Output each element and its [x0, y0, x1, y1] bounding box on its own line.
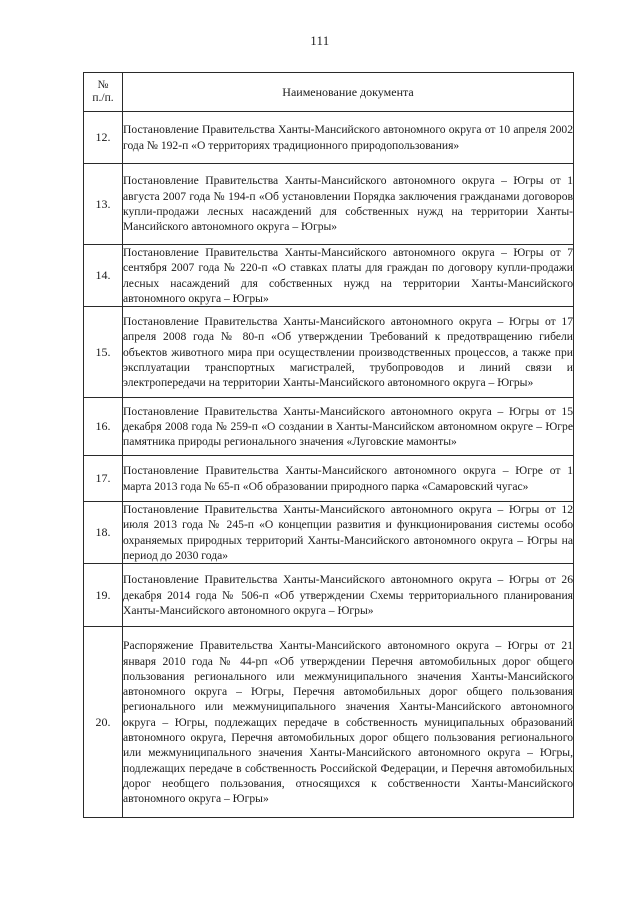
row-number: 14. [84, 245, 123, 307]
column-header-number-line2: п./п. [92, 92, 114, 104]
table-row [84, 627, 574, 818]
table-row [84, 564, 574, 627]
document-title: Постановление Правительства Ханты-Мансийского автономного округа – Югры от 12 июля 2013 года № 245-п «О концепции развития и функционирования системы особо охраняемых природных территорий Ханты-Мансийского автономного округа – Югры на период до 2030 года» [123, 503, 573, 563]
document-title: Постановление Правительства Ханты-Мансийского автономного округа – Югры от 17 апреля 2008 года № 80-п «Об утверждении Требований к предотвращению гибели объектов животного мира при осуществлении производственных процессов, а также при эксплуатации транспортных магистралей, трубопроводов и линий связи и электропередачи на территории Ханты-Мансийского автономного округа – Югры» [123, 307, 574, 398]
document-title: Постановление Правительства Ханты-Мансийского автономного округа – Югры от 7 сентября 2007 года № 220-п «О ставках платы для граждан по договору купли-продажи лесных насаждений для собственных нужд на территории Ханты-Мансийского автономного округа – Югры» [123, 246, 573, 305]
document-title: Постановление Правительства Ханты-Мансийского автономного округа – Югре от 1 марта 2013 года № 65-п «Об образовании природного парка «Самаровский чугас» [123, 456, 574, 502]
table-row [84, 398, 574, 456]
document-title: Постановление Правительства Ханты-Мансийского автономного округа – Югры от 1 августа 2007 года № 194-п «Об установлении Порядка заключения гражданами договоров купли-продажи лесных насаждений для собственных нужд на территории Ханты-Мансийского автономного округа – Югры» [123, 164, 574, 245]
documents-table [83, 72, 574, 818]
table-row [84, 164, 574, 245]
table-row [84, 112, 574, 164]
document-title: Постановление Правительства Ханты-Мансийского автономного округа – Югры от 15 декабря 2008 года № 259-п «О создании в Ханты-Мансийском автономном округе – Югре памятника природы регионального значения «Луговские мамонты» [123, 398, 574, 456]
row-number: 18. [84, 502, 123, 564]
row-number: 19. [84, 564, 123, 627]
table-row [84, 502, 574, 564]
table-row [84, 307, 574, 398]
table-row [84, 456, 574, 502]
row-number: 13. [84, 164, 123, 245]
row-number: 16. [84, 398, 123, 456]
table-row [84, 245, 574, 307]
column-header-number [84, 73, 123, 112]
row-number: 17. [84, 456, 123, 502]
document-title: Постановление Правительства Ханты-Мансийского автономного округа – Югры от 26 декабря 2014 года № 506-п «Об утверждении Схемы территориального планирования Ханты-Мансийского автономного округа – Югры» [123, 564, 574, 627]
row-number: 20. [84, 627, 123, 818]
page-number: 111 [310, 34, 330, 48]
document-title: Распоряжение Правительства Ханты-Мансийского автономного округа – Югры от 21 января 2010 года № 44-рп «Об утверждении Перечня автомобильных дорог общего пользования регионального или межмуниципального значения Ханты-Мансийского автономного округа – Югры, Перечня автомобильных дорог общего пользования регионального или межмуниципального значения Ханты-Мансийского автономного округа – Югры, подлежащих передаче в собственность муниципальных образований автономного округа, Перечня автомобильных дорог общего пользования регионального или межмуниципального значения Ханты-Мансийского автономного округа – Югры, подлежащих передаче в собственность Российской Федерации, и Перечня автомобильных дорог необщего пользования, относящихся к собственности Ханты-Мансийского автономного округа – Югры» [123, 627, 574, 818]
document-title: Постановление Правительства Ханты-Мансийского автономного округа от 10 апреля 2002 года № 192-п «О территориях традиционного природопользования» [123, 112, 574, 164]
column-header-document-name: Наименование документа [123, 73, 574, 112]
row-number: 15. [84, 307, 123, 398]
row-number: 12. [84, 112, 123, 164]
column-header-number-line1: № [97, 79, 109, 91]
table-header-row [84, 73, 574, 112]
